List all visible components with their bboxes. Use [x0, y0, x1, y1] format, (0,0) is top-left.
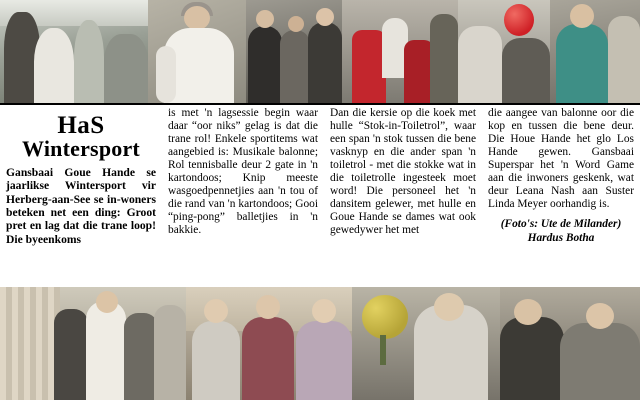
- article-column-3: Dan die kersie op die koek met hulle “Stok-in-Toiletrol”, waar een span 'n stok tussen die bene vasknyp en die ander span 'n toiletrol - met die stokke wat in die toiletrolle ingesteek moet word! Die personeel het 'n dansitem gelewer, met hulle en Goue Hande se dames wat ook gewedywer het met: [330, 107, 476, 236]
- photo-seated-ladies: [246, 0, 342, 103]
- top-photo-strip: [0, 0, 640, 103]
- article-lead-paragraph: Gansbaai Goue Hande se jaarlikse Wintersport vir Herberg-aan-See se in-woners beteken net een ding: Groot pret en lag dat die trane loop! Die byeenkoms: [6, 166, 156, 246]
- photo-credit: [488, 218, 634, 245]
- photo-red-balloon: [458, 0, 550, 103]
- masthead-title: [6, 113, 156, 160]
- article-body: [0, 103, 640, 285]
- article-column-2: is met 'n lagsessie begin waar daar “oor niks” gelag is dat die trane rol! Enkele sportitems wat aangebied is: Musikale balonne; Rol tennisballe deur 2 gate in 'n kartondoos; Knip meeste wasgoedpennetjies aan 'n tou of die rand van 'n kartondoos; Gooi “ping-pong” balletjies in 'n bakkie.: [168, 107, 318, 236]
- photo-hall-group: [0, 0, 148, 103]
- photo-red-trousers-group: [342, 0, 458, 103]
- photo-credit-line: (Foto's: Ute de Milander): [500, 218, 622, 230]
- photo-group-in-hall: [0, 287, 186, 400]
- horizontal-rule: [0, 103, 640, 105]
- photo-teal-blouse-lady: [550, 0, 640, 103]
- photo-two-ladies-close: [500, 287, 640, 400]
- article-column-4-text: die aangee van balonne oor die kop en tussen die bene deur. Die Houe Hande het glo Los Hande gewen. Gansbaai Superspar het 'n Word Game aan die inwoners geskenk, wat deur Leana Nash aan Suster Linda Meyer oorhandig is.: [488, 107, 634, 210]
- photo-white-sweater-lady: [148, 0, 246, 103]
- article-column-4: [482, 107, 640, 246]
- masthead-line-1: HaS: [57, 112, 105, 139]
- photo-lady-with-flowers: [352, 287, 500, 400]
- author-byline: Hardus Botha: [527, 231, 595, 244]
- photo-three-ladies: [186, 287, 352, 400]
- bottom-photo-strip: [0, 287, 640, 400]
- article-columns: [0, 107, 640, 246]
- masthead-line-2: Wintersport: [22, 136, 140, 161]
- article-column-1: [0, 107, 162, 246]
